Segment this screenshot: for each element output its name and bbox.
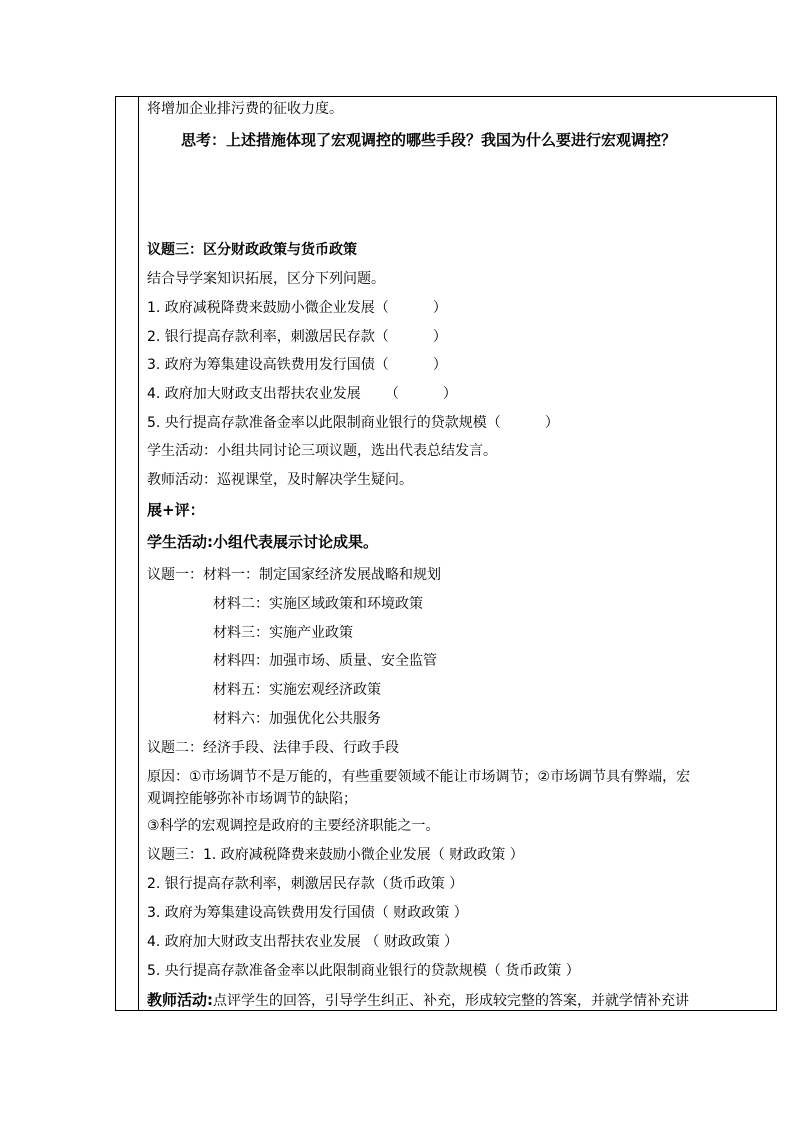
item-text: 3. 政府为筹集建设高铁费用发行国债（ <box>147 357 389 373</box>
teacher-comment <box>147 990 689 1011</box>
list-item <box>147 327 447 347</box>
list-item <box>147 298 447 318</box>
show-eval-heading: 展+评： <box>147 501 205 519</box>
list-item: 材料六：加强优化公共服务 <box>213 711 381 727</box>
list-item: 材料五：实施宏观经济政策 <box>213 682 381 698</box>
teacher-activity: 教师活动：巡视课堂，及时解决学生疑问。 <box>147 472 413 488</box>
topic3-answer: 4. 政府加大财政支出帮扶农业发展 （ 财政政策 ） <box>147 934 459 950</box>
topic1-answer-lead: 议题一：材料一：制定国家经济发展战略和规划 <box>147 567 441 583</box>
topic3-answer: 2. 银行提高存款利率，刺激居民存款（货币政策 ） <box>147 876 464 892</box>
item-text: 2. 银行提高存款利率，刺激居民存款（ <box>147 329 389 345</box>
student-show: 学生活动:小组代表展示讨论成果。 <box>147 533 379 551</box>
student-activity: 学生活动：小组共同讨论三项议题，选出代表总结发言。 <box>147 443 497 459</box>
paren-close: ） <box>432 357 447 373</box>
topic3-intro: 结合导学案知识拓展，区分下列问题。 <box>147 271 385 287</box>
reason-line: ③科学的宏观调控是政府的主要经济职能之一。 <box>147 818 440 834</box>
list-item: 材料三：实施产业政策 <box>213 625 353 641</box>
think-question: 思考：上述措施体现了宏观调控的哪些手段？我国为什么要进行宏观调控？ <box>181 131 677 149</box>
topic3-answer: 3. 政府为筹集建设高铁费用发行国债（ 财政政策 ） <box>147 905 468 921</box>
paren-close: ） <box>442 386 457 402</box>
item-text: 4. 政府加大财政支出帮扶农业发展 <box>147 386 361 402</box>
list-item <box>147 384 457 404</box>
list-item: 材料二：实施区域政策和环境政策 <box>213 596 423 612</box>
reason-line: 观调控能够弥补市场调节的缺陷； <box>147 791 357 807</box>
list-item <box>147 355 447 375</box>
paren-open: （ <box>384 386 399 402</box>
teacher-comment-text: 点评学生的回答，引导学生纠正、补充，形成较完整的答案，并就学情补充讲 <box>213 993 689 1009</box>
topic3-title: 议题三：区分财政政策与货币政策 <box>147 242 357 258</box>
paren-close: ） <box>432 300 447 316</box>
table-column-divider <box>138 96 139 1011</box>
text-line: 将增加企业排污费的征收力度。 <box>147 101 343 117</box>
item-text: 1. 政府减税降费来鼓励小微企业发展（ <box>147 300 389 316</box>
topic2-answer: 议题二：经济手段、法律手段、行政手段 <box>147 740 399 756</box>
list-item: 材料四：加强市场、质量、安全监管 <box>213 653 437 669</box>
teacher-comment-label: 教师活动: <box>147 991 213 1009</box>
reason-line: 原因：①市场调节不是万能的，有些重要领域不能让市场调节；②市场调节具有弊端，宏 <box>147 769 691 785</box>
item-text: 5. 央行提高存款准备金率以此限制商业银行的贷款规模（ <box>147 415 501 431</box>
topic3-answer: 议题三：1. 政府减税降费来鼓励小微企业发展（ 财政政策 ） <box>147 847 524 863</box>
topic3-answer: 5. 央行提高存款准备金率以此限制商业银行的贷款规模（ 货币政策 ） <box>147 963 580 979</box>
paren-close: ） <box>544 415 559 431</box>
list-item <box>147 413 559 433</box>
paren-close: ） <box>432 329 447 345</box>
